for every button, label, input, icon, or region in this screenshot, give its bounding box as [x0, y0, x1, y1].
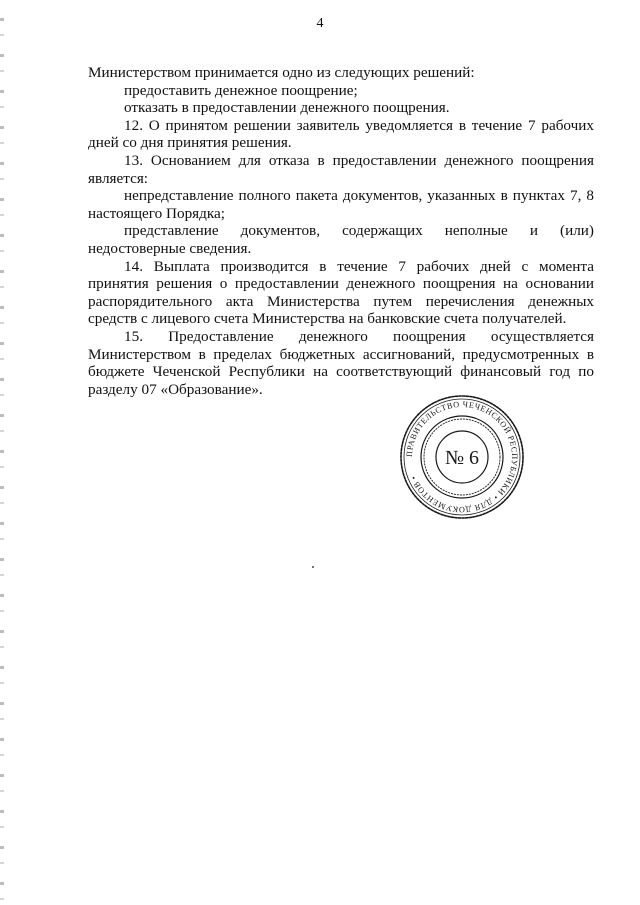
paragraph: предоставить денежное поощрение; [124, 81, 358, 99]
page-number: 4 [316, 16, 324, 31]
paragraph: 13. Основанием для отказа в предоставлении денежного поощрения является: [88, 151, 594, 187]
scan-speck [312, 566, 314, 568]
document-body [88, 64, 594, 398]
seal-ring-text: ПРАВИТЕЛЬСТВО ЧЕЧЕНСКОЙ РЕСПУБЛИКИ • ДЛЯ ДОКУМЕНТОВ • [404, 399, 520, 515]
paragraph: 12. О принятом решении заявитель уведомляется в течение 7 рабочих дней со дня принятия решения. [88, 116, 594, 152]
paragraph: Министерством принимается одно из следующих решений: [88, 64, 475, 81]
scan-edge-artifact [0, 0, 4, 905]
official-seal-stamp [397, 392, 527, 522]
paragraph: непредставление полного пакета документов, указанных в пунктах 7, 8 настоящего Порядка; [88, 187, 594, 222]
paragraph: отказать в предоставлении денежного поощрения. [124, 99, 450, 117]
paragraph: 15. Предоставление денежного поощрения осуществляется Министерством в пределах бюджетных ассигнований, предусмотренных в бюджете Чеченской Республики на соответствующий финансовый год по разделу 07 «Образование». [88, 327, 594, 398]
paragraph: представление документов, содержащих неполные и (или) недостоверные сведения. [88, 222, 594, 257]
paragraph: 14. Выплата производится в течение 7 рабочих дней с момента принятия решения о предоставлении денежного поощрения на основании распорядительного акта Министерства путем перечисления денежных средств с лицевого счета Министерства на банковские счета получателей. [88, 257, 594, 328]
seal-number: № 6 [444, 447, 480, 469]
